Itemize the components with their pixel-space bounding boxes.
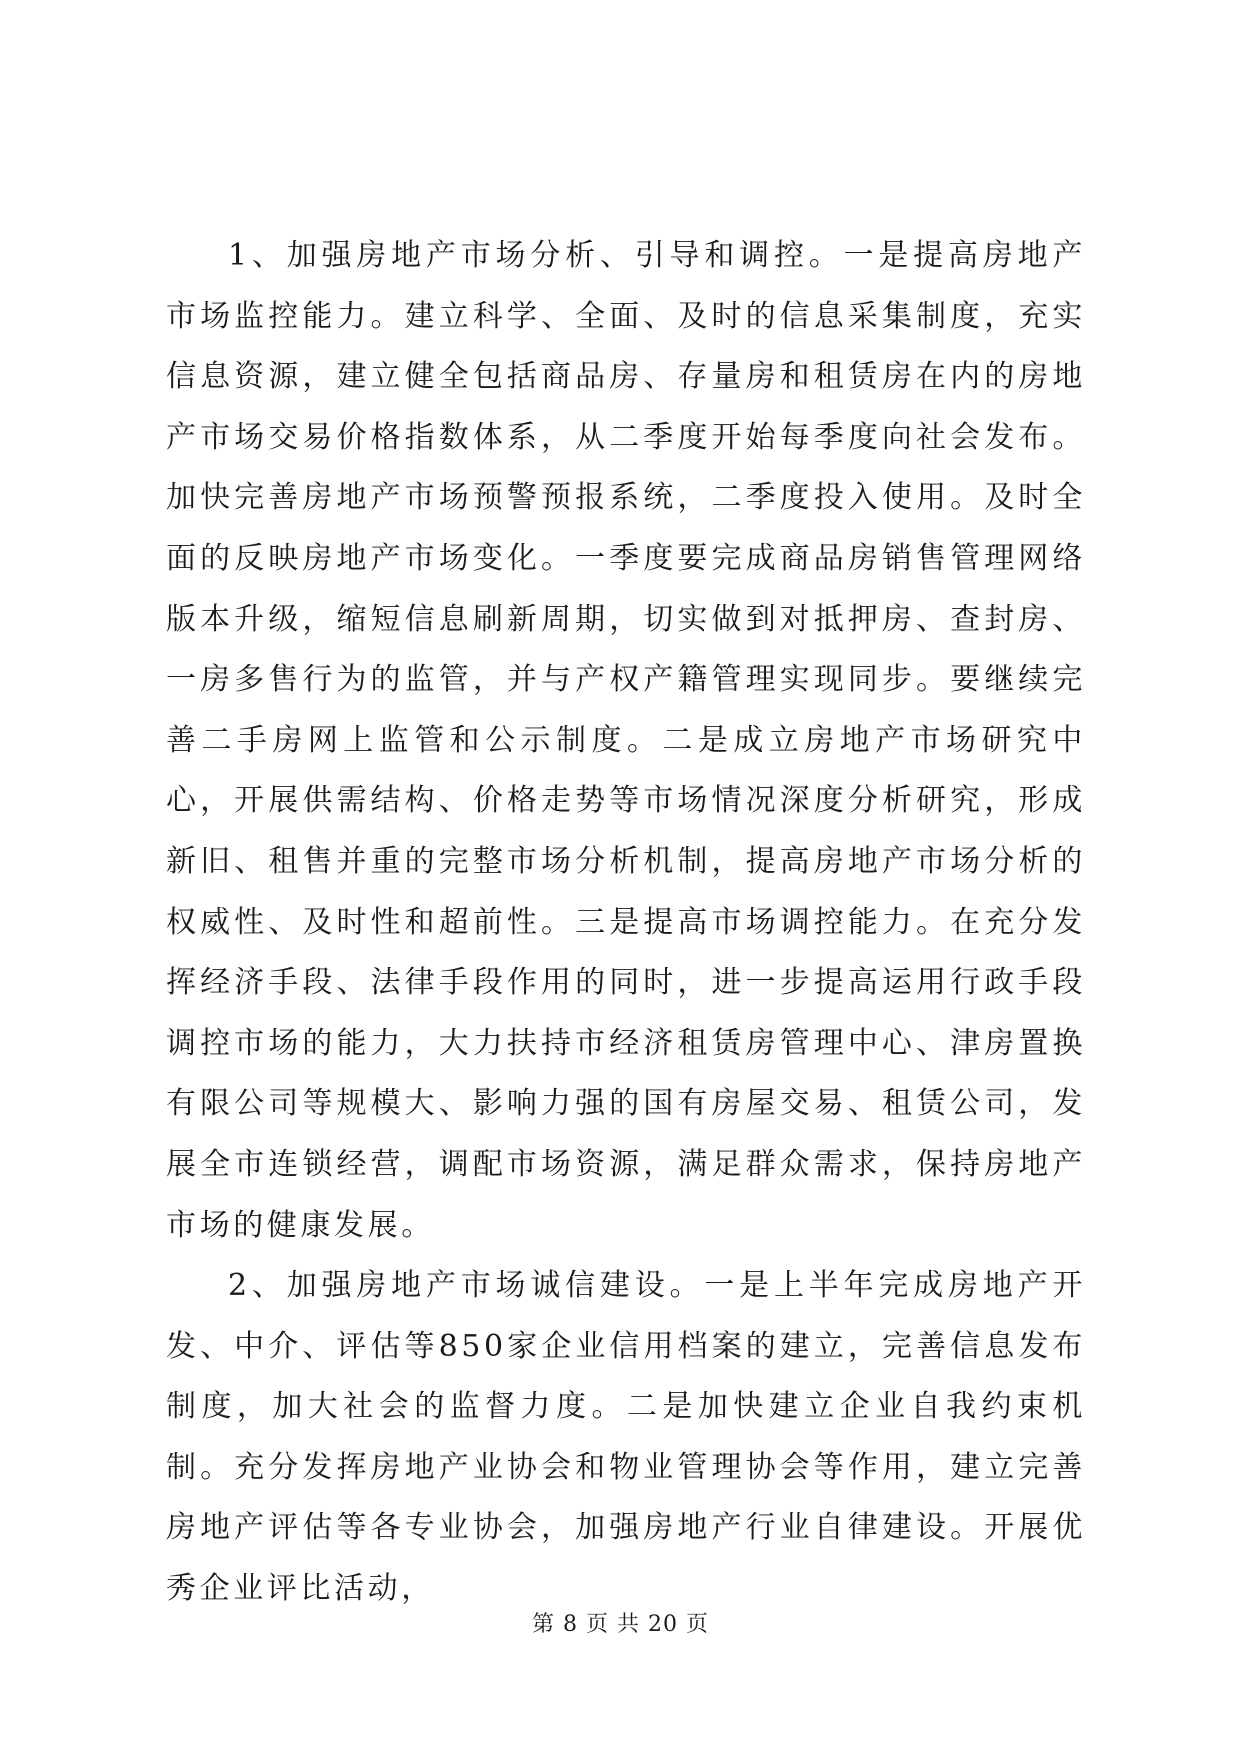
page-footer: 第 8 页 共 20 页 (532, 1612, 709, 1637)
paragraph-1: 1、加强房地产市场分析、引导和调控。一是提高房地产市场监控能力。建立科学、全面、及时的信息采集制度，充实信息资源，建立健全包括商品房、存量房和租赁房在内的房地产市场交易价格指数体系，从二季度开始每季度向社会发布。加快完善房地产市场预警预报系统，二季度投入使用。及时全面的反映房地产市场变化。一季度要完成商品房销售管理网络版本升级，缩短信息刷新周期，切实做到对抵押房、查封房、一房多售行为的监管，并与产权产籍管理实现同步。要继续完善二手房网上监管和公示制度。二是成立房地产市场研究中心，开展供需结构、价格走势等市场情况深度分析研究，形成新旧、租售并重的完整市场分析机制，提高房地产市场分析的权威性、及时性和超前性。三是提高市场调控能力。在充分发挥经济手段、法律手段作用的同时，进一步提高运用行政手段调控市场的能力，大力扶持市经济租赁房管理中心、津房置换有限公司等规模大、影响力强的国有房屋交易、租赁公司，发展全市连锁经营，调配市场资源，满足群众需求，保持房地产市场的健康发展。 (166, 238, 1086, 1243)
paragraph-2: 2、加强房地产市场诚信建设。一是上半年完成房地产开发、中介、评估等850家企业信用档案的建立，完善信息发布制度，加大社会的监督力度。二是加快建立企业自我约束机制。充分发挥房地产业协会和物业管理协会等作用，建立完善房地产评估等各专业协会，加强房地产行业自律建设。开展优秀企业评比活动， (166, 1268, 1086, 1607)
body-text (166, 226, 1086, 1620)
